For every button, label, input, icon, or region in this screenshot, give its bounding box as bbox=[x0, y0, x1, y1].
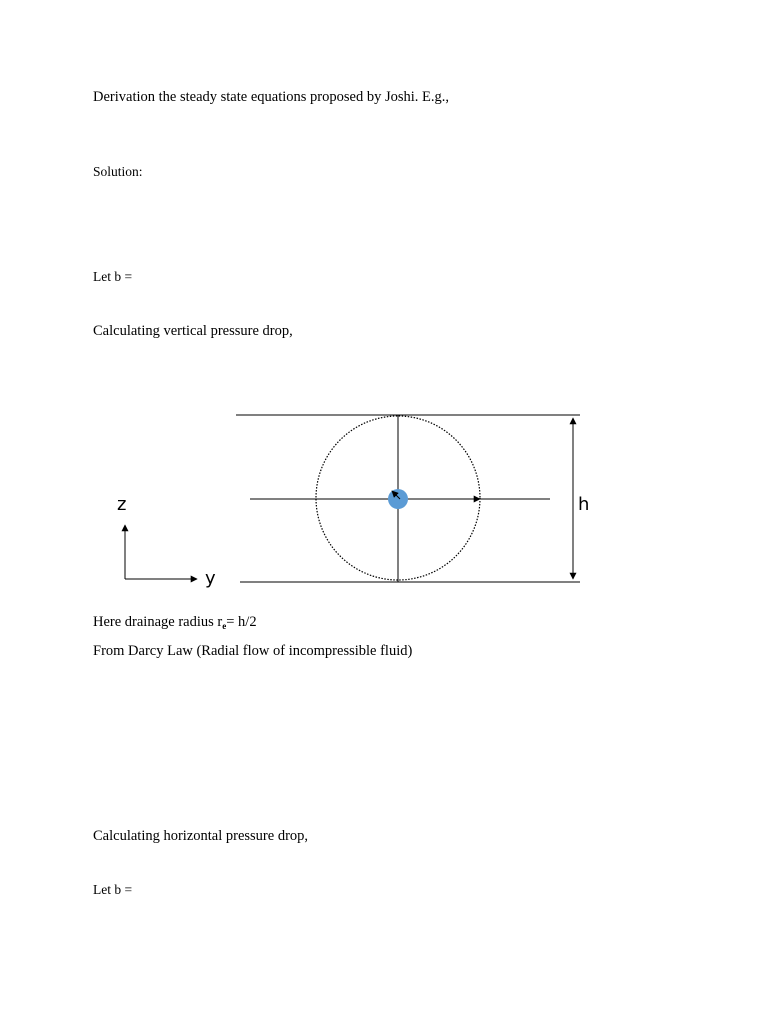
solution-label: Solution: bbox=[93, 164, 143, 179]
z-axis-label: z bbox=[117, 494, 127, 515]
document-title: Derivation the steady state equations proposed by Joshi. E.g., bbox=[93, 89, 449, 105]
vertical-pressure-heading: Calculating vertical pressure drop, bbox=[93, 323, 293, 339]
let-b-equation-first: Let b = bbox=[93, 269, 133, 284]
darcy-law-line: From Darcy Law (Radial flow of incompressible fluid) bbox=[93, 643, 413, 659]
y-axis-label: y bbox=[205, 568, 216, 589]
let-b-equation-second: Let b = bbox=[93, 882, 133, 897]
horizontal-pressure-heading: Calculating horizontal pressure drop, bbox=[93, 828, 309, 844]
drainage-prefix: Here drainage radius r bbox=[93, 614, 223, 630]
drainage-radius-line bbox=[93, 614, 257, 631]
drainage-circle bbox=[316, 416, 480, 580]
wellbore-pointer-arrow bbox=[392, 491, 400, 499]
wellbore-circle bbox=[388, 489, 408, 509]
drainage-subscript: e bbox=[222, 621, 227, 631]
height-label: h bbox=[578, 494, 590, 515]
drainage-suffix: = h/2 bbox=[226, 614, 257, 630]
